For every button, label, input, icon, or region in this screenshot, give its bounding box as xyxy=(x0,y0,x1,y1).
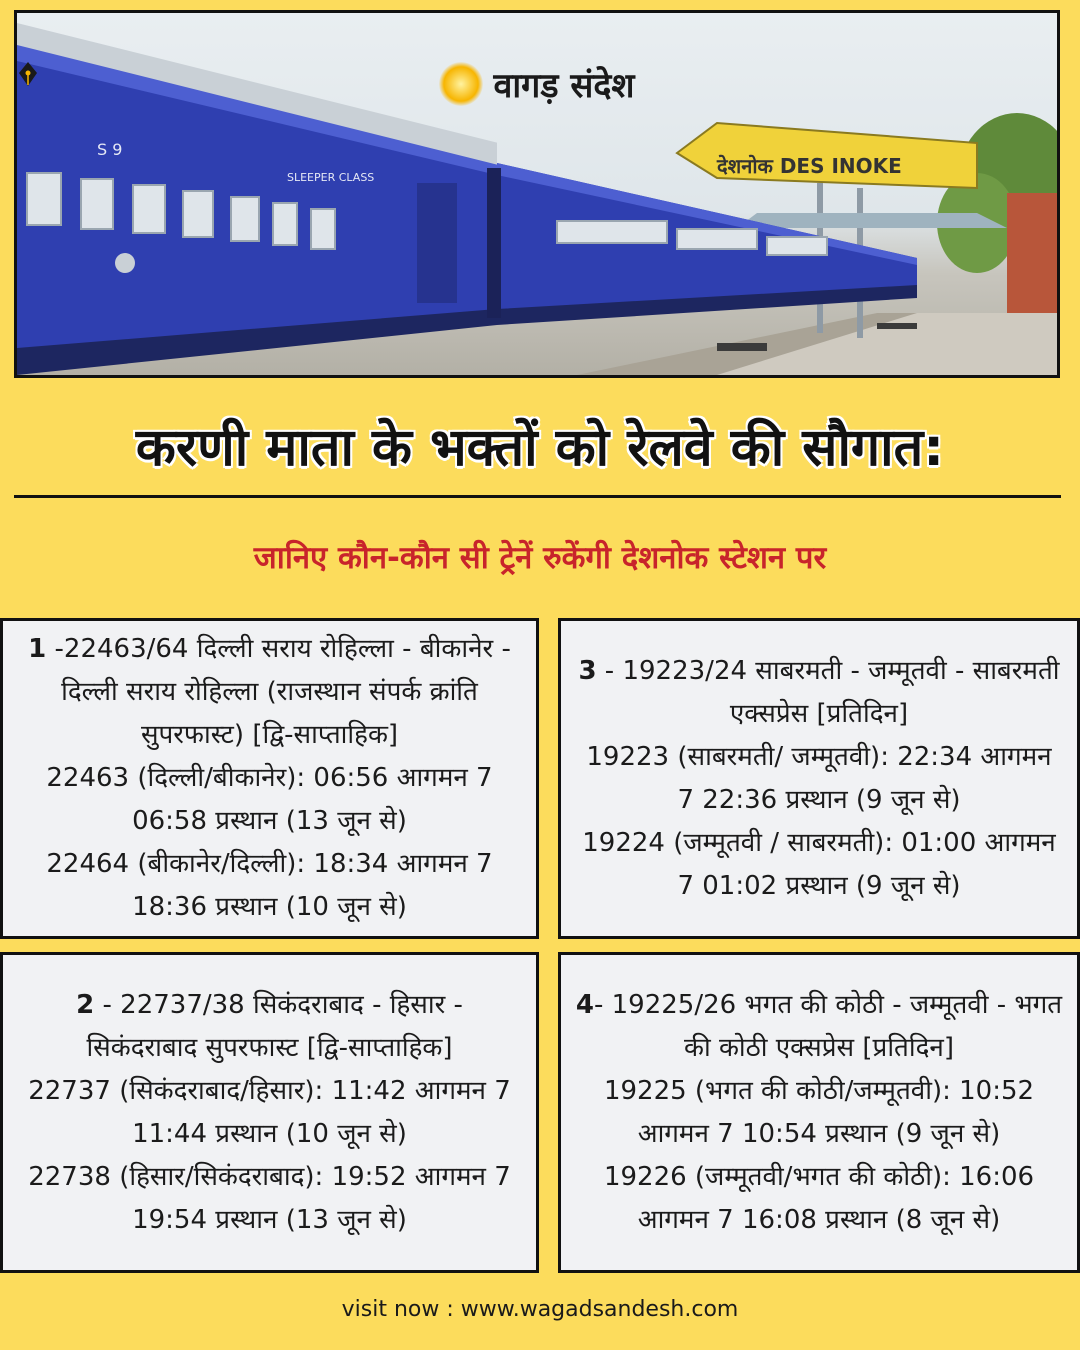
train-name: 19225/26 भगत की कोठी - जम्मूतवी - भगत की कोठी एक्सप्रेस [प्रतिदिन] xyxy=(611,989,1063,1063)
brand-name: वागड़ संदेश xyxy=(493,66,635,106)
station-sign-text: देशनोक DES INOKE xyxy=(717,154,902,178)
brand-logo xyxy=(17,61,1057,107)
train-number: 4 xyxy=(575,989,594,1020)
train-name: 22737/38 सिकंदराबाद - हिसार - सिकंदराबाद सुपरफास्ट [द्वि-साप्ताहिक] xyxy=(86,989,463,1063)
train-name: 22463/64 दिल्ली सराय रोहिल्ला - बीकानेर - दिल्ली सराय रोहिल्ला (राजस्थान संपर्क क्रांति सुपरफास्ट) [द्वि-साप्ताहिक] xyxy=(61,634,511,750)
header-photo xyxy=(14,10,1060,378)
train-number: 1 xyxy=(28,634,47,664)
divider xyxy=(14,495,1061,498)
train-card-3 xyxy=(558,618,1080,939)
train-card-1 xyxy=(0,618,539,939)
train-schedule-up: 19225 (भगत की कोठी/जम्मूतवी): 10:52 आगमन 7 10:54 प्रस्थान (9 जून से) xyxy=(603,1075,1035,1149)
train-card-text xyxy=(575,650,1063,908)
train-sep: - xyxy=(46,634,64,664)
train-sep: - xyxy=(596,655,623,686)
train-card-2 xyxy=(0,952,539,1273)
train-schedule-down: 22464 (बीकानेर/दिल्ली): 18:34 आगमन 7 18:36 प्रस्थान (10 जून से) xyxy=(46,849,493,922)
train-sep: - xyxy=(593,989,612,1020)
train-schedule-up: 19223 (साबरमती/ जम्मूतवी): 22:34 आगमन 7 22:36 प्रस्थान (9 जून से) xyxy=(586,741,1052,815)
page-title: करणी माता के भक्तों को रेलवे की सौगात: xyxy=(135,418,945,478)
coach-number: S 9 xyxy=(97,140,123,159)
pen-nib-icon xyxy=(439,62,483,106)
coach-label: SLEEPER CLASS xyxy=(287,171,375,184)
train-schedule-up: 22737 (सिकंदराबाद/हिसार): 11:42 आगमन 7 11:44 प्रस्थान (10 जून से) xyxy=(28,1075,511,1149)
train-number: 3 xyxy=(578,655,597,686)
train-name: 19223/24 साबरमती - जम्मूतवी - साबरमती एक्सप्रेस [प्रतिदिन] xyxy=(622,655,1060,729)
train-schedule-down: 22738 (हिसार/सिकंदराबाद): 19:52 आगमन 7 19:54 प्रस्थान (13 जून से) xyxy=(28,1161,511,1235)
train-number: 2 xyxy=(76,989,95,1020)
page-subtitle: जानिए कौन-कौन सी ट्रेनें रुकेंगी देशनोक स्टेशन पर xyxy=(253,540,827,576)
footer-link[interactable]: visit now : www.wagadsandesh.com xyxy=(341,1297,739,1322)
train-card-text xyxy=(575,984,1063,1242)
train-card-text xyxy=(17,628,522,929)
train-schedule-up: 22463 (दिल्ली/बीकानेर): 06:56 आगमन 7 06:58 प्रस्थान (13 जून से) xyxy=(46,763,493,836)
train-card-text xyxy=(17,984,522,1242)
train-schedule-down: 19226 (जम्मूतवी/भगत की कोठी): 16:06 आगमन 7 16:08 प्रस्थान (8 जून से) xyxy=(603,1161,1035,1235)
train-sep: - xyxy=(94,989,121,1020)
train-schedule-down: 19224 (जम्मूतवी / साबरमती): 01:00 आगमन 7 01:02 प्रस्थान (9 जून से) xyxy=(582,827,1056,901)
train-card-4 xyxy=(558,952,1080,1273)
